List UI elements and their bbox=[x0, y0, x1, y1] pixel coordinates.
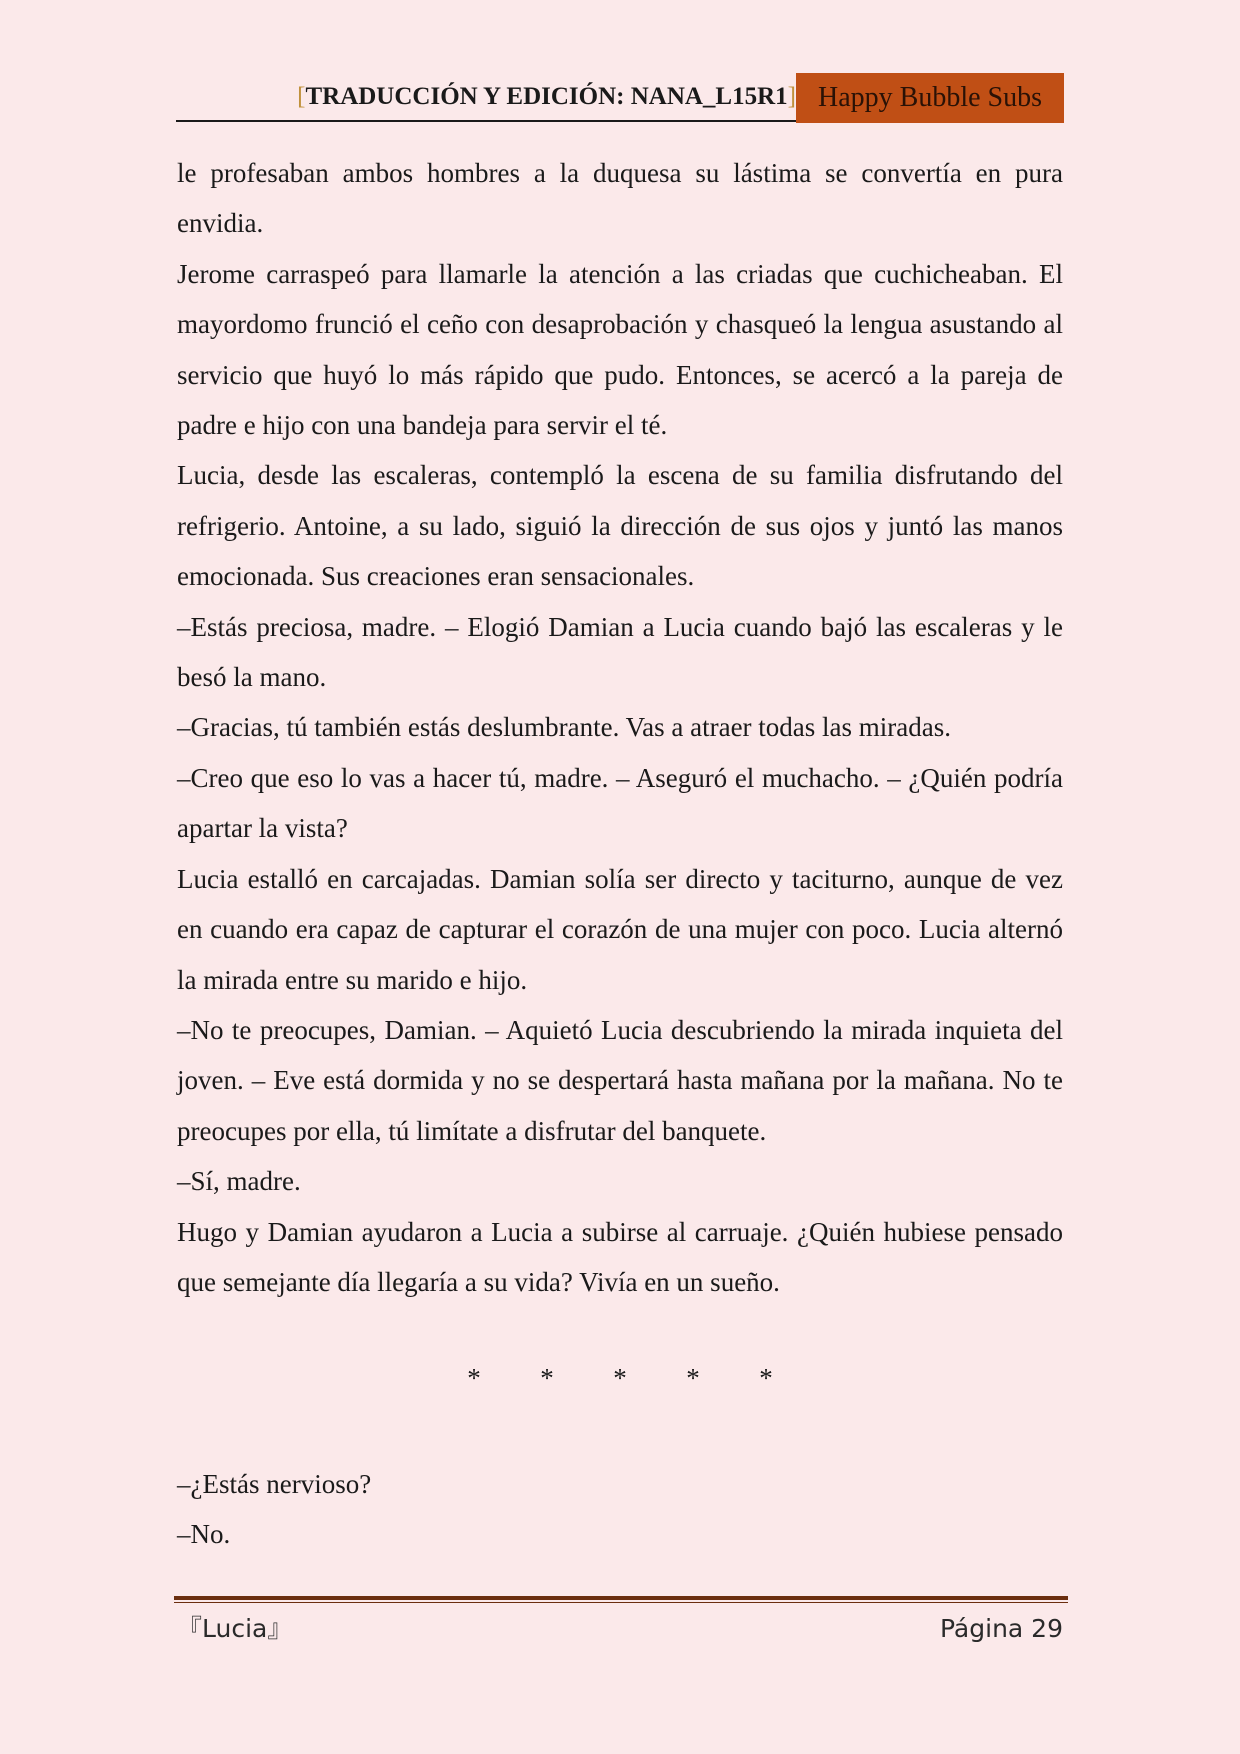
scene-break-separator bbox=[0, 1358, 1240, 1398]
bracket-close: ] bbox=[787, 83, 796, 110]
body-text bbox=[177, 148, 1063, 1307]
paragraph: –Gracias, tú también estás deslumbrante. Vas a atraer todas las miradas. bbox=[177, 712, 951, 743]
group-badge: Happy Bubble Subs bbox=[796, 73, 1064, 123]
page-header bbox=[176, 73, 1064, 123]
footer-page-number: Página 29 bbox=[939, 1614, 1063, 1643]
footer-book-title: 『Lucia』 bbox=[177, 1614, 293, 1643]
paragraph: Lucia, desde las escaleras, contempló la escena de su familia disfrutando del refrigerio. Antoine, a su lado, siguió la dirección de sus ojos y juntó las manos emocionada. Sus creaciones eran sensacionales. bbox=[177, 460, 1063, 592]
asterisk: * bbox=[613, 1363, 627, 1393]
paragraph: –¿Estás nervioso? bbox=[177, 1469, 372, 1499]
footer-rule-thin bbox=[174, 1602, 1068, 1603]
bracket-open: [ bbox=[297, 83, 306, 110]
paragraph: –Estás preciosa, madre. – Elogió Damian a Lucia cuando bajó las escaleras y le besó la mano. bbox=[177, 611, 1063, 693]
paragraph: –No te preocupes, Damian. – Aquietó Lucia descubriendo la mirada inquieta del joven. – Eve está dormida y no se despertará hasta mañana por la mañana. No te preocupes por ella, tú limítate a disfrutar del banquete. bbox=[177, 1014, 1063, 1146]
header-rule bbox=[176, 120, 796, 122]
body-text-continued bbox=[177, 1459, 1063, 1559]
paragraph: Jerome carraspeó para llamarle la atención a las criadas que cuchicheaban. El mayordomo frunció el ceño con desaprobación y chasqueó la lengua asustando al servicio que huyó lo más rápido que pudo. Entonces, se acercó a la pareja de padre e hijo con una bandeja para servir el té. bbox=[177, 258, 1063, 441]
asterisk: * bbox=[467, 1363, 481, 1393]
paragraph: Hugo y Damian ayudaron a Lucia a subirse al carruaje. ¿Quién hubiese pensado que semejante día llegaría a su vida? Vivía en un sueño. bbox=[177, 1216, 1063, 1297]
asterisk: * bbox=[686, 1363, 700, 1393]
paragraph: –Sí, madre. bbox=[177, 1166, 301, 1197]
credit-text: TRADUCCIÓN Y EDICIÓN: NANA_L15R1 bbox=[305, 83, 788, 110]
asterisk: * bbox=[540, 1363, 554, 1393]
translation-credit bbox=[297, 83, 796, 111]
paragraph: –No. bbox=[177, 1519, 231, 1549]
asterisk: * bbox=[759, 1363, 773, 1393]
paragraph: le profesaban ambos hombres a la duquesa su lástima se convertía en pura envidia. bbox=[177, 158, 1063, 239]
footer-rule-thick bbox=[174, 1596, 1068, 1600]
paragraph: –Creo que eso lo vas a hacer tú, madre. – Aseguró el muchacho. – ¿Quién podría apartar la vista? bbox=[177, 762, 1063, 844]
paragraph: Lucia estalló en carcajadas. Damian solía ser directo y taciturno, aunque de vez en cuando era capaz de capturar el corazón de una mujer con poco. Lucia alternó la mirada entre su marido e hijo. bbox=[177, 863, 1063, 995]
